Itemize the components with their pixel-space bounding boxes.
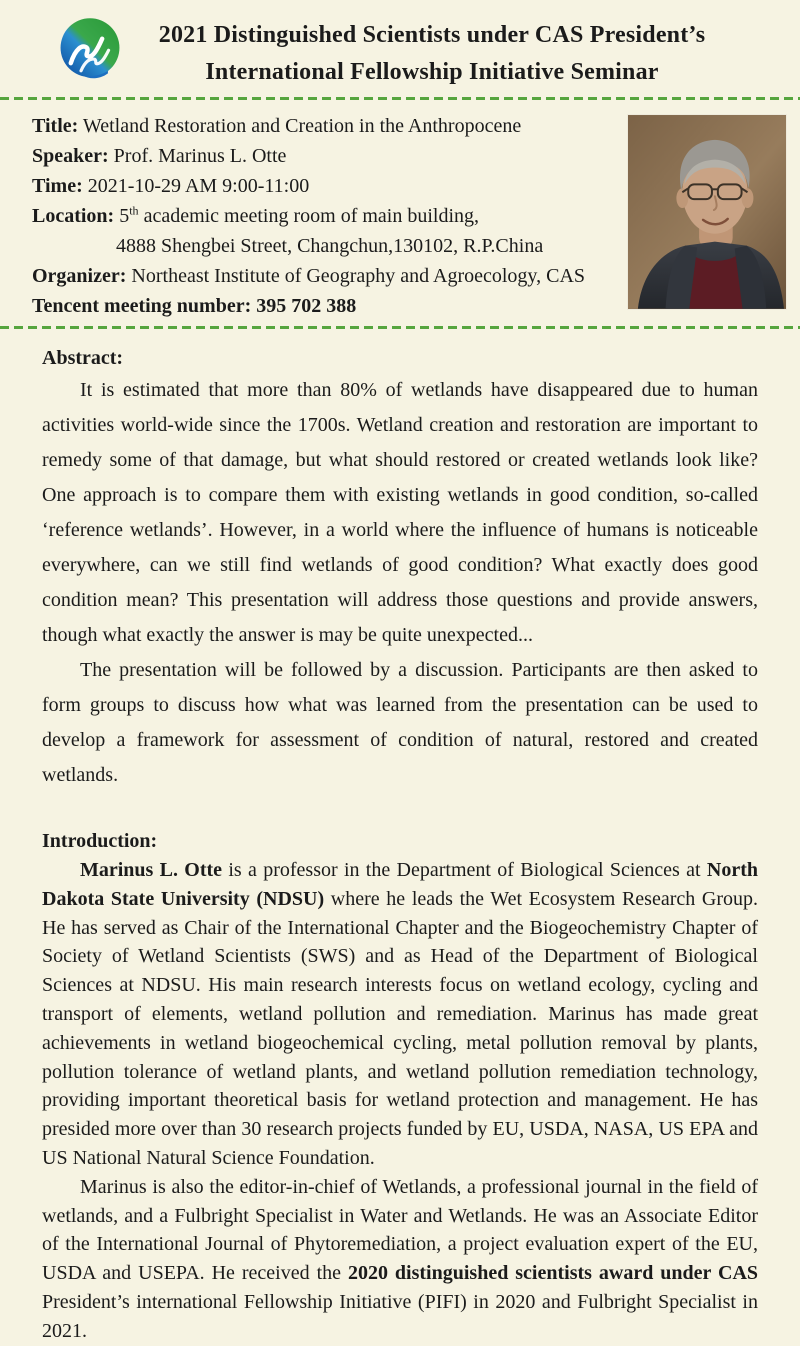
info-value-location: 5th academic meeting room of main building, [114, 203, 480, 227]
abstract-paragraph-1: It is estimated that more than 80% of wetlands have disappeared due to human activities world-wide since the 1700s. Wetland creation and restoration are important to remedy some of that damage, but what should restored or created wetlands look like? One approach is to compare them with existing wetlands in good condition, so-called ‘reference wetlands’. However, in a world where the influence of humans is noticeable everywhere, can we still find wetlands of good condition? What exactly does good condition mean? This presentation will address those questions and provide answers, though what exactly the answer is may be quite unexpected... [42, 379, 758, 646]
content [42, 343, 758, 1346]
info-row-organizer [32, 261, 620, 291]
info-value-time: 2021-10-29 AM 9:00-11:00 [82, 175, 310, 197]
seminar-title-line1: 2021 Distinguished Scientists under CAS President’s [158, 22, 706, 48]
info-label-speaker: Speaker: [32, 145, 109, 167]
info-row-location-line2 [32, 231, 620, 261]
info-label-time: Time: [32, 175, 83, 197]
seminar-info-panel [0, 100, 800, 326]
institute-globe-logo-icon [58, 15, 122, 83]
info-value-speaker: Prof. Marinus L. Otte [108, 145, 287, 167]
info-label-tencent-meeting: Tencent meeting number: 395 702 388 [32, 295, 357, 317]
abstract-heading: Abstract: [42, 347, 124, 369]
info-value-title: Wetland Restoration and Creation in the Anthropocene [78, 115, 522, 137]
seminar-title-line2: International Fellowship Initiative Seminar [205, 59, 659, 85]
info-value-address: 4888 Shengbei Street, Changchun,130102, R.P.China [116, 235, 544, 257]
info-row-tencent-meeting [32, 291, 620, 321]
info-label-organizer: Organizer: [32, 265, 127, 287]
speaker-photo [627, 114, 787, 310]
introduction-paragraph-1: Marinus L. Otte is a professor in the Department of Biological Sciences at North Dakota State University (NDSU) where he leads the Wet Ecosystem Research Group. He has served as Chair of the International Chapter and the Biogeochemistry Chapter of Society of Wetland Scientists (SWS) and as Head of the Department of Biological Sciences at NDSU. His main research interests focus on wetland ecology, cycling and transport of elements, wetland pollution and remediation. Marinus has made great achievements in wetland biogeochemical cycling, metal pollution removal by plants, pollution tolerance of wetland plants, and wetland pollution remediation technology, providing important theoretical basis for wetland protection and management. He has presided more over than 30 research projects funded by EU, USDA, NASA, US EPA and US National Natural Science Foundation. [42, 859, 759, 1169]
info-row-title [32, 111, 620, 141]
info-row-location [32, 201, 620, 231]
info-rows [32, 111, 620, 321]
info-row-speaker [32, 141, 620, 171]
info-row-time [32, 171, 620, 201]
header [0, 0, 800, 97]
introduction-heading: Introduction: [42, 830, 158, 852]
info-label-location: Location: [32, 205, 115, 227]
introduction-paragraph-2: Marinus is also the editor-in-chief of Wetlands, a professional journal in the field of wetlands, and a Fulbright Specialist in Water and Wetlands. He was an Associate Editor of the International Journal of Phytoremediation, a project evaluation expert of the EU, USDA and USEPA. He received the 2020 distinguished scientists award under CAS President’s international Fellowship Initiative (PIFI) in 2020 and Fulbright Specialist in 2021. [42, 1175, 759, 1342]
info-label-title: Title: [32, 115, 79, 137]
separator-bottom [0, 326, 800, 329]
abstract-paragraph-2: The presentation will be followed by a discussion. Participants are then asked to form groups to discuss how what was learned from the presentation can be used to develop a framework for assessment of condition of natural, restored and created wetlands. [42, 659, 758, 786]
seminar-title [122, 15, 776, 91]
info-value-organizer: Northeast Institute of Geography and Agroecology, CAS [126, 265, 586, 287]
